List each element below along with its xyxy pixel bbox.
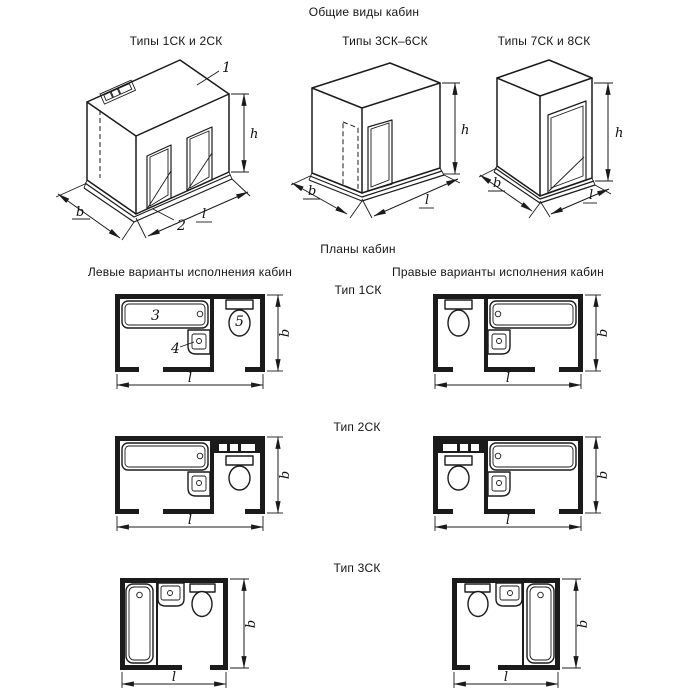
type-3sk-label: Тип 3СК — [333, 561, 381, 575]
dim-label-l: l — [503, 670, 509, 685]
plan-3sk-left — [110, 572, 270, 697]
dim-label-l: l — [505, 513, 511, 528]
iso-caption-types-3sk-6sk: Типы 3СК–6СК — [342, 34, 428, 48]
plan-room-mirrored — [433, 294, 583, 372]
type-1sk-label: Тип 1СК — [334, 283, 382, 297]
dim-label-l: l — [505, 371, 511, 386]
dim-label-b: b — [278, 328, 293, 338]
dim-label-b: b — [576, 619, 591, 629]
type-2sk-label: Тип 2СК — [333, 420, 381, 434]
right-variants-label: Правые варианты исполнения кабин — [392, 265, 604, 279]
dim-label-b: b — [493, 176, 502, 191]
plan-room-mirrored — [452, 578, 560, 670]
callout-toilet: 5 — [235, 314, 244, 330]
callout-base-panel: 2 — [177, 218, 186, 234]
dim-label-b: b — [596, 470, 611, 480]
dim-label-l: l — [425, 193, 430, 208]
callout-washbasin: 4 — [171, 341, 180, 357]
toilet — [226, 456, 253, 490]
plan-1sk-left — [105, 288, 305, 400]
plans-section-title: Планы кабин — [320, 242, 396, 256]
dim-label-b: b — [76, 205, 85, 220]
roof-vent-hatch — [100, 80, 136, 104]
dim-label-l: l — [589, 188, 594, 203]
callout-bath: 3 — [151, 308, 160, 324]
dim-label-l: l — [187, 371, 193, 386]
bathtub — [122, 301, 208, 328]
plan-3sk-right — [442, 572, 602, 697]
dim-label-b: b — [244, 619, 259, 629]
iso-view-types-1sk-2sk — [52, 50, 282, 245]
dim-label-l: l — [202, 207, 207, 222]
dim-label-b: b — [308, 184, 317, 199]
bathtub — [122, 443, 208, 470]
dim-label-h: h — [615, 126, 624, 141]
dim-label-h: h — [250, 127, 259, 142]
plan-2sk-left — [105, 430, 305, 542]
washbasin — [188, 472, 210, 496]
plan-2sk-right — [423, 430, 623, 542]
left-variants-label: Левые варианты исполнения кабин — [87, 265, 293, 279]
vent-block — [214, 441, 260, 453]
iso-view-types-3sk-6sk — [288, 58, 473, 233]
page-title: Общие виды кабин — [308, 5, 420, 19]
dim-label-l: l — [171, 670, 177, 685]
dim-label-h: h — [461, 123, 470, 138]
callout-roof-panel: 1 — [222, 60, 231, 76]
iso-caption-types-1sk-2sk: Типы 1СК и 2СК — [129, 34, 223, 48]
washbasin — [188, 330, 210, 354]
washbasin — [158, 583, 184, 606]
plan-room-mirrored — [433, 436, 583, 514]
dim-label-b: b — [278, 470, 293, 480]
iso-caption-types-7sk-8sk: Типы 7СК и 8СК — [497, 34, 591, 48]
plan-1sk-right — [423, 288, 623, 400]
dim-label-b: b — [596, 328, 611, 338]
toilet — [190, 584, 215, 617]
dim-label-l: l — [187, 513, 193, 528]
bathtub — [126, 584, 153, 663]
iso-view-types-7sk-8sk — [477, 53, 652, 233]
